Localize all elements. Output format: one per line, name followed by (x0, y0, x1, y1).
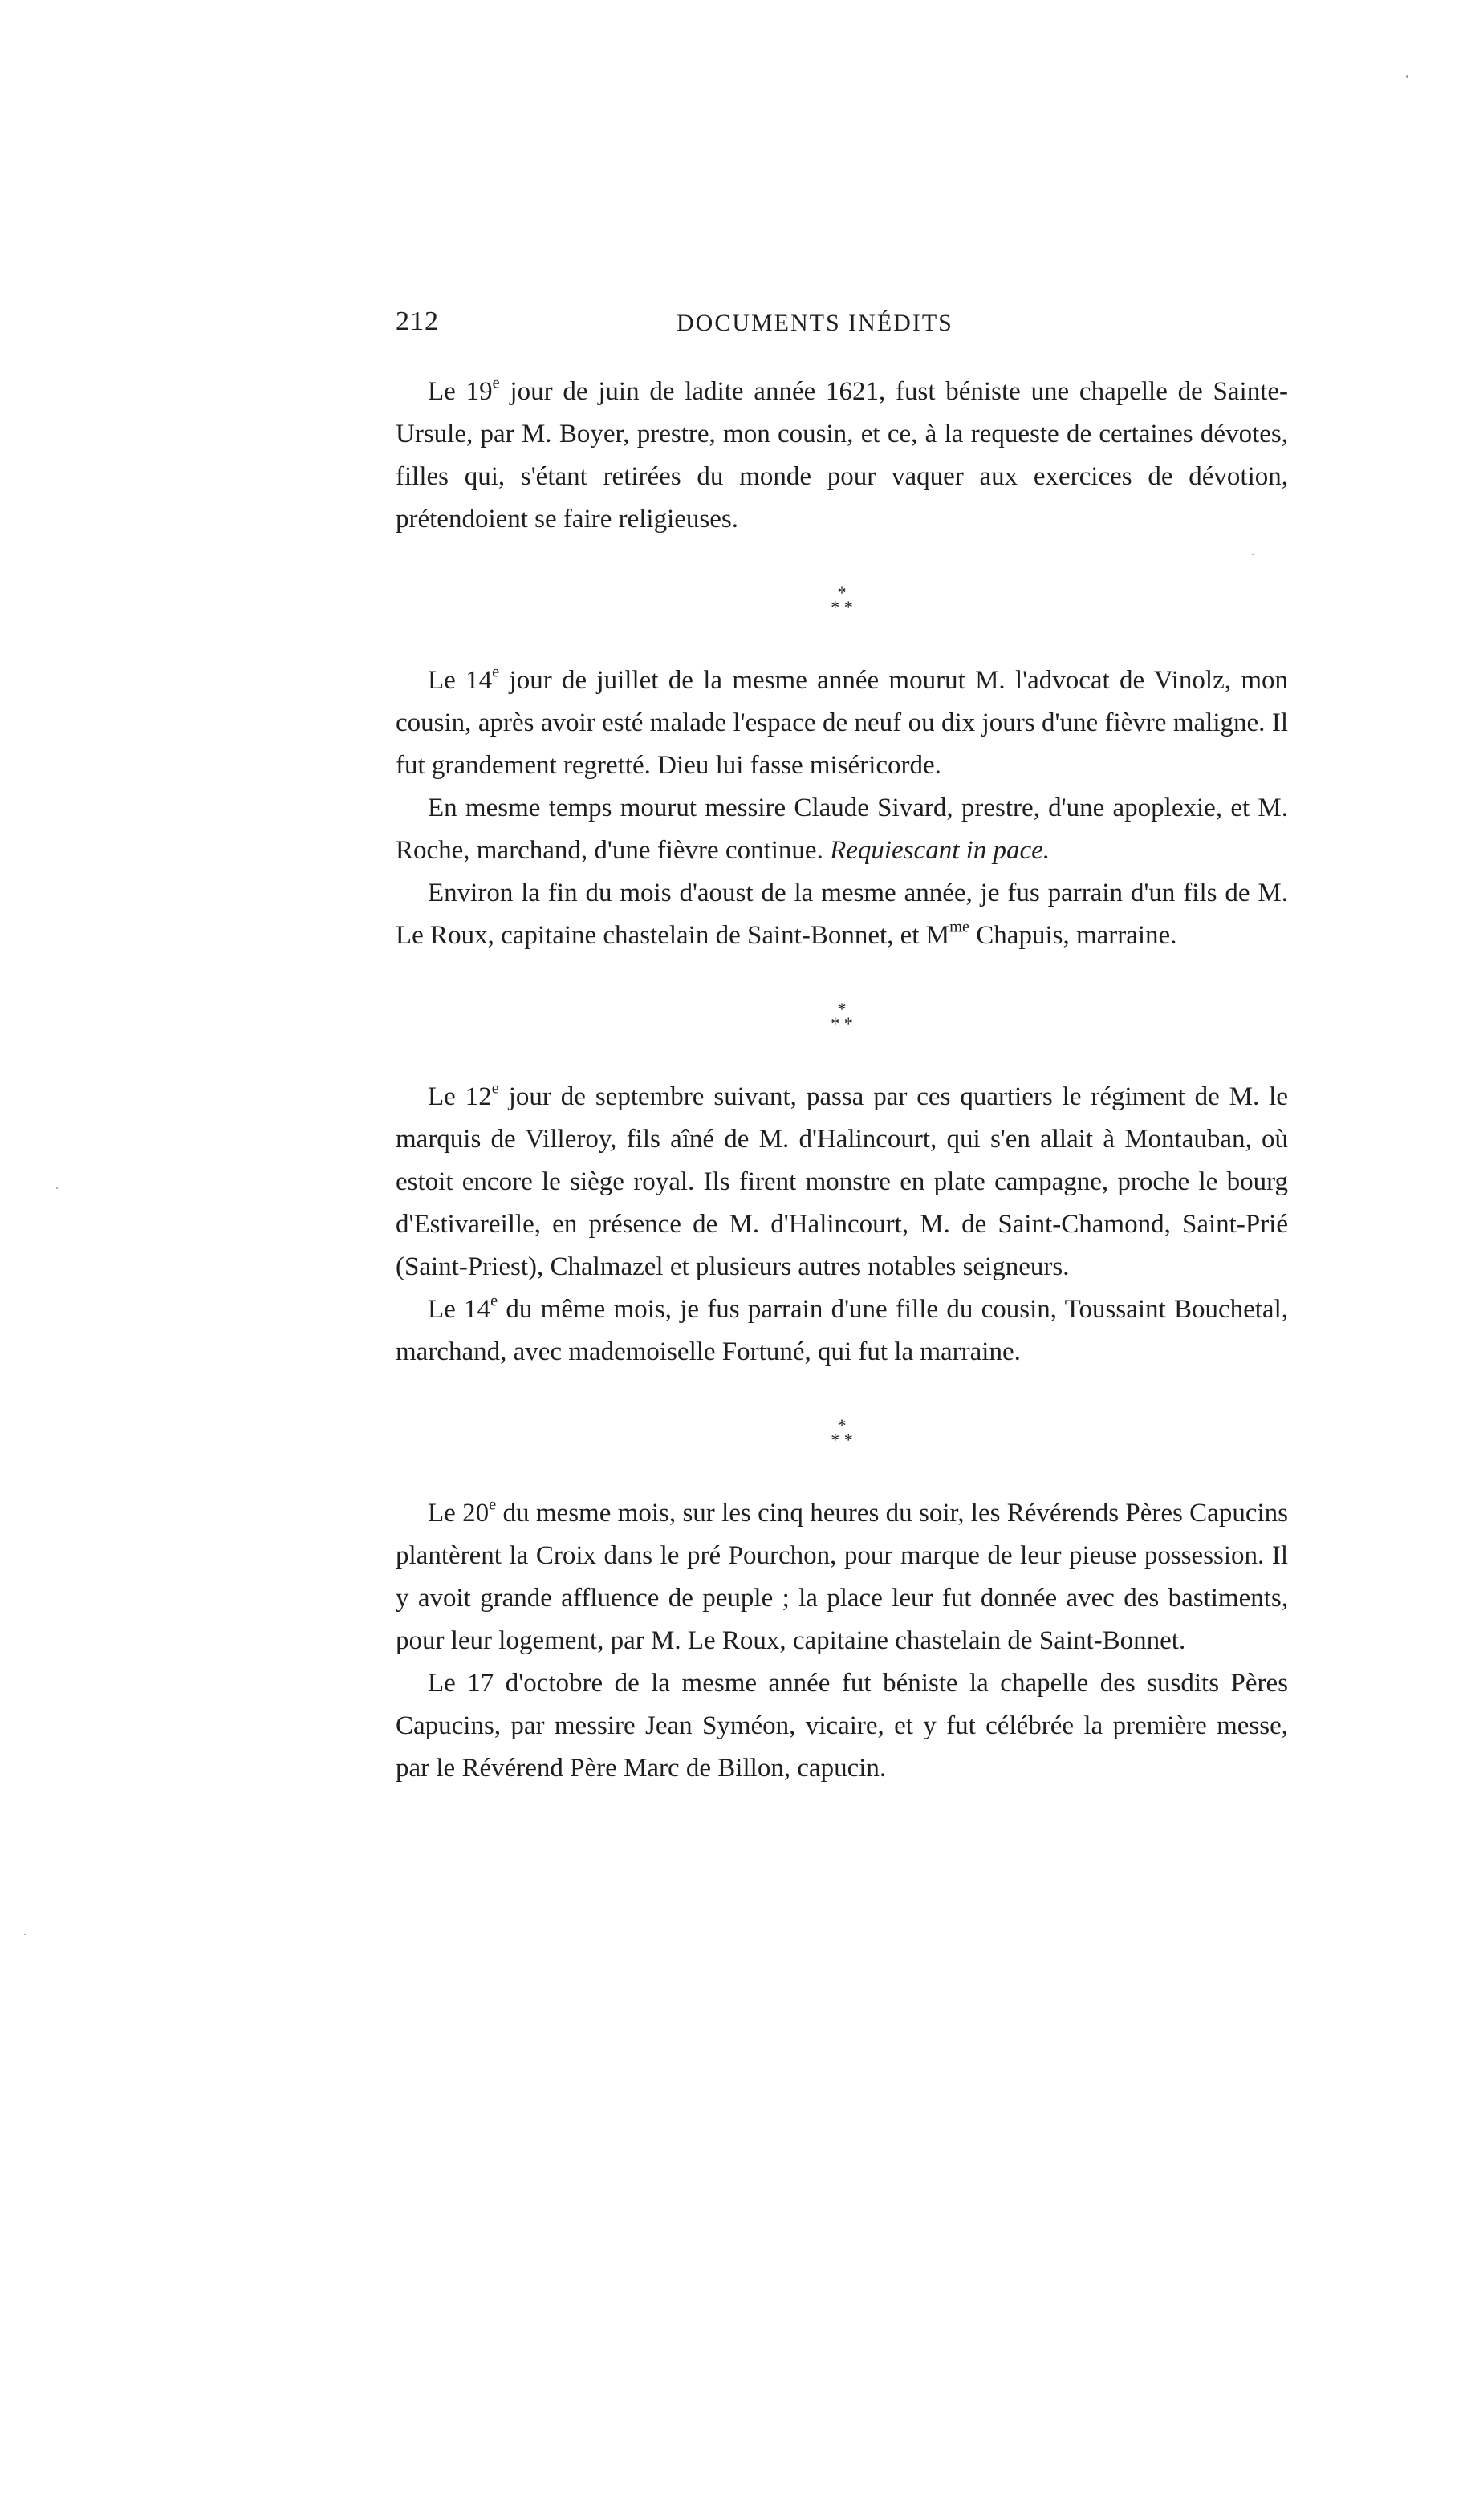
paper-speck (24, 1934, 26, 1935)
running-title: DOCUMENTS INÉDITS (677, 310, 953, 336)
paragraph: Le 14e jour de juillet de la mesme année mourut M. l'advocat de Vinolz, mon cousin, après avoir esté malade l'espace de neuf ou dix jours d'une fièvre maligne. Il fut grandement regretté. Dieu lui fasse miséricorde. (396, 663, 1288, 780)
paragraph: Le 12e jour de septembre suivant, passa par ces quartiers le régiment de M. le marquis de Villeroy, fils aîné de M. d'Halincourt, qui s'en allait à Montauban, où estoit encore le siège royal. Ils firent monstre en plate campagne, proche le bourg d'Estivareille, en présence de M. d'Halincourt, M. de Saint-Chamond, Saint-Prié (Saint-Priest), Chalmazel et plusieurs autres notables seigneurs. (396, 1079, 1288, 1281)
paper-speck (1406, 75, 1408, 78)
asterism-separator: * * * (831, 999, 853, 1033)
asterism-separator: * * * (831, 1415, 853, 1450)
body-text (396, 371, 1288, 1790)
paragraph: Le 20e du mesme mois, sur les cinq heures du soir, les Révérends Pères Capucins plantèrent la Croix dans le pré Pourchon, pour marque de leur pieuse possession. Il y avoit grande affluence de peuple ; la place leur fut donnée avec des bastiments, pour leur logement, par M. Le Roux, capitaine chastelain de Saint-Bonnet. (396, 1495, 1288, 1655)
asterism-separator: * * * (831, 582, 853, 617)
paragraph: Environ la fin du mois d'aoust de la mesme année, je fus parrain d'un fils de M. Le Roux, capitaine chastelain de Saint-Bonnet, et $M^{me}$ Chapuis, marraine. (396, 879, 1288, 950)
paragraph: Le 19e jour de juin de ladite année 1621, fust béniste une chapelle de Sainte-Ursule, par M. Boyer, prestre, mon cousin, et ce, à la requeste de certaines dévotes, filles qui, s'étant retirées du monde pour vaquer aux exercices de dévotion, prétendoient se faire religieuses. (396, 374, 1288, 534)
paragraph: Le 14e du même mois, je fus parrain d'une fille du cousin, Toussaint Bouchetal, marchand, avec mademoiselle Fortuné, qui fut la marraine. (396, 1292, 1288, 1366)
page-header (396, 306, 1288, 355)
latin-phrase: Requiescant in pace. (830, 836, 1050, 865)
paragraph: Le 17 d'octobre de la mesme année fut béniste la chapelle des susdits Pères Capucins, par messire Jean Syméon, vicaire, et y fut célébrée la première messe, par le Révérend Père Marc de Billon, capucin. (396, 1669, 1288, 1783)
paper-speck (56, 1187, 58, 1189)
page-number: 212 (396, 306, 439, 336)
paragraph: En mesme temps mourut messire Claude Sivard, prestre, d'une apoplexie, et M. Roche, marchand, d'une fièvre continue. Requiescant in pace. (396, 793, 1288, 865)
